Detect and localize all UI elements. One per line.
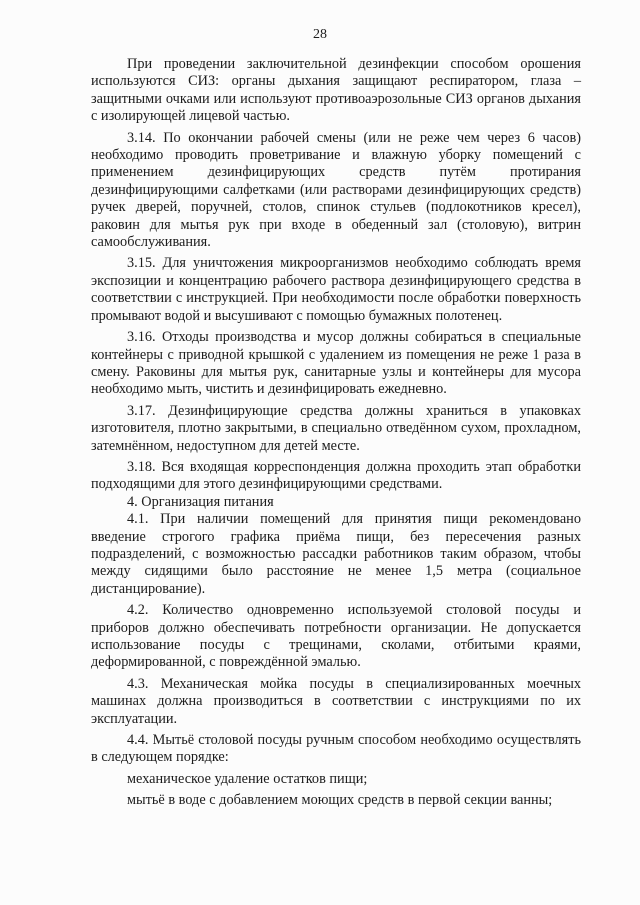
paragraph-4-4: 4.4. Мытьё столовой посуды ручным способом необходимо осуществлять в следующем порядке:: [91, 732, 581, 766]
paragraph-3-17: 3.17. Дезинфицирующие средства должны храниться в упаковках изготовителя, плотно закрытыми, в специально отведённом сухом, прохладном, затемнённом, недоступном для детей месте.: [91, 402, 581, 454]
paragraph-4-3: 4.3. Механическая мойка посуды в специализированных моечных машинах должна производиться в соответствии с инструкциями по их эксплуатации.: [91, 675, 581, 727]
list-item-step-2: мытьё в воде с добавлением моющих средств в первой секции ванны;: [127, 792, 553, 809]
page-body: [91, 56, 581, 810]
list-item-step-1: механическое удаление остатков пищи;: [127, 770, 368, 787]
paragraph-3-14: 3.14. По окончании рабочей смены (или не реже чем через 6 часов) необходимо проводить проветривание и влажную уборку помещений с применением дезинфицирующих средств путём протирания дезинфицирующими салфетками (или растворами дезинфицирующих средств) ручек дверей, поручней, столов, спинок стульев (подлокотников кресел), раковин для мытья рук при входе в обеденный зал (столовую), витрин самообслуживания.: [91, 129, 581, 251]
paragraph-disinfection-ppe: При проведении заключительной дезинфекции способом орошения используются СИЗ: органы дыхания защищают респиратором, глаза – защитными очками или используют противоаэрозольные СИЗ органов дыхания с изолирующей лицевой частью.: [91, 56, 581, 125]
paragraph-4-2: 4.2. Количество одновременно используемой столовой посуды и приборов должно обеспечивать потребности организации. Не допускается использование посуды с трещинами, сколами, отбитыми краями, деформированной, с повреждённой эмалью.: [91, 602, 581, 671]
paragraph-4-1: 4.1. При наличии помещений для принятия пищи рекомендовано введение строгого графика приёма пищи, без пересечения разных подразделений, с возможностью рассадки работников таким образом, чтобы между сидящими было расстояние не менее 1,5 метра (социальное дистанцирование).: [91, 511, 581, 597]
page-number: 28: [313, 27, 327, 42]
section-heading-catering: 4. Организация питания: [127, 493, 274, 510]
paragraph-3-18: 3.18. Вся входящая корреспонденция должна проходить этап обработки подходящими для этого дезинфицирующими средствами.: [91, 458, 581, 493]
paragraph-3-15: 3.15. Для уничтожения микроорганизмов необходимо соблюдать время экспозиции и концентрацию рабочего раствора дезинфицирующего средства в соответствии с инструкцией. При необходимости после обработки поверхность промывают водой и высушивают с помощью бумажных полотенец.: [91, 255, 581, 324]
paragraph-3-16: 3.16. Отходы производства и мусор должны собираться в специальные контейнеры с приводной крышкой с удалением из помещения не реже 1 раза в смену. Раковины для мытья рук, санитарные узлы и контейнеры для мусора необходимо мыть, чистить и дезинфицировать ежедневно.: [91, 329, 581, 398]
